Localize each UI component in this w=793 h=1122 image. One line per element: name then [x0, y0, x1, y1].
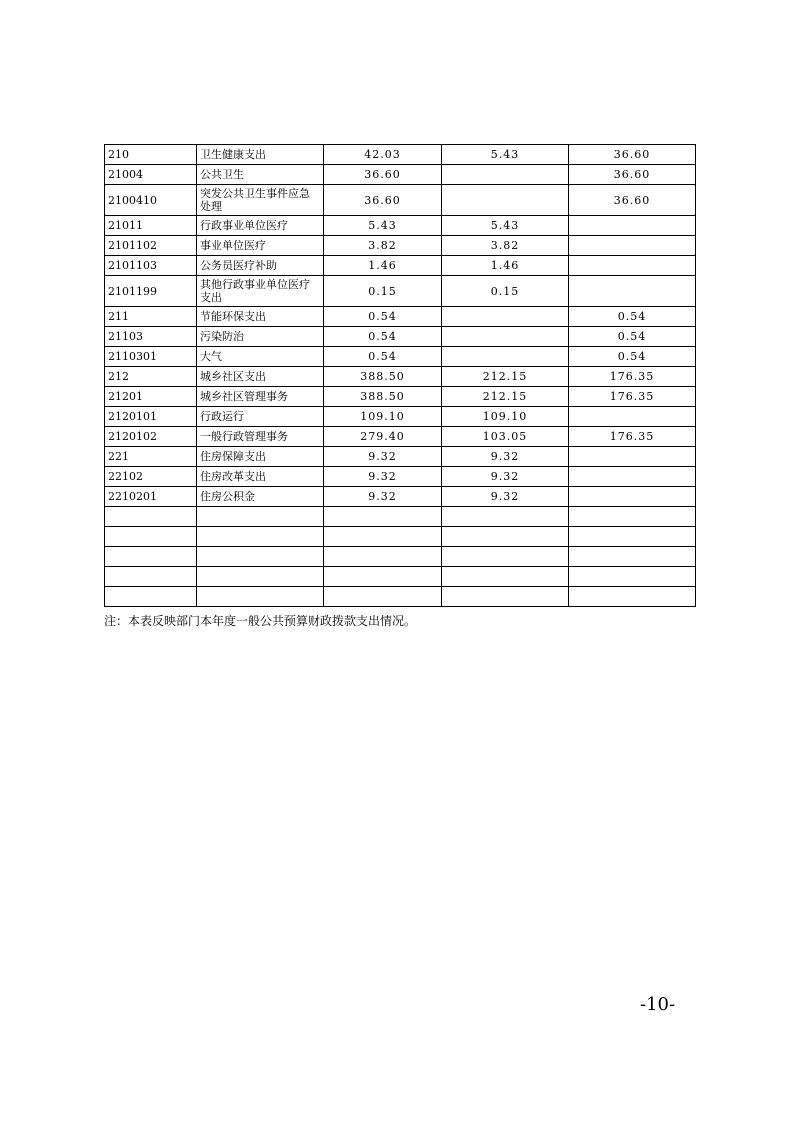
cell-name: 事业单位医疗	[197, 236, 324, 256]
cell-project: 176.35	[569, 387, 696, 407]
cell-basic	[442, 327, 569, 347]
cell-code	[105, 507, 197, 527]
cell-basic: 109.10	[442, 407, 569, 427]
cell-name: 行政运行	[197, 407, 324, 427]
table-row	[105, 367, 696, 387]
cell-code: 221	[105, 447, 197, 467]
table-row	[105, 427, 696, 447]
cell-total: 388.50	[324, 367, 442, 387]
cell-code: 212	[105, 367, 197, 387]
cell-basic: 5.43	[442, 216, 569, 236]
cell-name: 城乡社区支出	[197, 367, 324, 387]
cell-basic: 3.82	[442, 236, 569, 256]
table-row	[105, 145, 696, 165]
cell-total	[324, 567, 442, 587]
cell-code	[105, 567, 197, 587]
cell-project	[569, 567, 696, 587]
cell-code: 211	[105, 307, 197, 327]
table-row	[105, 307, 696, 327]
cell-total: 0.15	[324, 276, 442, 307]
cell-total: 42.03	[324, 145, 442, 165]
table-row	[105, 567, 696, 587]
cell-basic: 9.32	[442, 447, 569, 467]
cell-project	[569, 507, 696, 527]
cell-project: 0.54	[569, 307, 696, 327]
cell-name	[197, 547, 324, 567]
table-row	[105, 527, 696, 547]
cell-basic: 9.32	[442, 467, 569, 487]
cell-basic	[442, 587, 569, 607]
cell-total	[324, 547, 442, 567]
cell-project: 36.60	[569, 185, 696, 216]
cell-total: 36.60	[324, 165, 442, 185]
cell-code: 2110301	[105, 347, 197, 367]
cell-project: 0.54	[569, 327, 696, 347]
table-body	[105, 145, 696, 607]
cell-basic	[442, 567, 569, 587]
cell-total: 109.10	[324, 407, 442, 427]
cell-basic	[442, 527, 569, 547]
cell-total	[324, 587, 442, 607]
table-row	[105, 387, 696, 407]
table-row	[105, 165, 696, 185]
cell-name: 住房保障支出	[197, 447, 324, 467]
cell-total: 0.54	[324, 307, 442, 327]
cell-project	[569, 256, 696, 276]
cell-project	[569, 587, 696, 607]
cell-project: 176.35	[569, 367, 696, 387]
cell-project: 176.35	[569, 427, 696, 447]
cell-name: 其他行政事业单位医疗支出	[197, 276, 324, 307]
table-row	[105, 467, 696, 487]
cell-code: 2210201	[105, 487, 197, 507]
cell-code: 2101199	[105, 276, 197, 307]
cell-basic	[442, 165, 569, 185]
cell-name: 节能环保支出	[197, 307, 324, 327]
cell-total: 0.54	[324, 327, 442, 347]
cell-total: 36.60	[324, 185, 442, 216]
cell-name: 一般行政管理事务	[197, 427, 324, 447]
table-row	[105, 507, 696, 527]
cell-name: 大气	[197, 347, 324, 367]
cell-name	[197, 507, 324, 527]
cell-project	[569, 487, 696, 507]
cell-project	[569, 407, 696, 427]
cell-total	[324, 507, 442, 527]
cell-code: 2120101	[105, 407, 197, 427]
cell-total: 388.50	[324, 387, 442, 407]
cell-project: 36.60	[569, 165, 696, 185]
cell-project	[569, 447, 696, 467]
cell-basic: 5.43	[442, 145, 569, 165]
cell-basic: 103.05	[442, 427, 569, 447]
cell-name: 卫生健康支出	[197, 145, 324, 165]
table-row	[105, 407, 696, 427]
cell-name: 住房改革支出	[197, 467, 324, 487]
cell-basic	[442, 507, 569, 527]
cell-basic	[442, 547, 569, 567]
cell-code: 21201	[105, 387, 197, 407]
table-row	[105, 185, 696, 216]
cell-name	[197, 587, 324, 607]
cell-basic: 212.15	[442, 367, 569, 387]
cell-code	[105, 587, 197, 607]
cell-project	[569, 467, 696, 487]
cell-basic	[442, 307, 569, 327]
cell-name: 行政事业单位医疗	[197, 216, 324, 236]
cell-name: 城乡社区管理事务	[197, 387, 324, 407]
cell-code	[105, 547, 197, 567]
cell-name: 突发公共卫生事件应急处理	[197, 185, 324, 216]
cell-total: 5.43	[324, 216, 442, 236]
cell-project	[569, 216, 696, 236]
cell-total: 3.82	[324, 236, 442, 256]
cell-code: 2120102	[105, 427, 197, 447]
cell-basic: 9.32	[442, 487, 569, 507]
cell-code: 21011	[105, 216, 197, 236]
cell-project	[569, 276, 696, 307]
cell-name: 住房公积金	[197, 487, 324, 507]
cell-code: 21103	[105, 327, 197, 347]
cell-code	[105, 527, 197, 547]
cell-total: 0.54	[324, 347, 442, 367]
cell-total: 9.32	[324, 487, 442, 507]
table-row	[105, 487, 696, 507]
cell-total	[324, 527, 442, 547]
cell-total: 9.32	[324, 447, 442, 467]
expenditure-table	[104, 144, 696, 607]
cell-basic	[442, 347, 569, 367]
cell-project	[569, 236, 696, 256]
table-row	[105, 547, 696, 567]
table-row	[105, 347, 696, 367]
table-row	[105, 447, 696, 467]
table-note: 注：本表反映部门本年度一般公共预算财政拨款支出情况。	[104, 614, 417, 628]
cell-code: 2101102	[105, 236, 197, 256]
cell-total: 279.40	[324, 427, 442, 447]
table-row	[105, 276, 696, 307]
cell-total: 1.46	[324, 256, 442, 276]
table-row	[105, 236, 696, 256]
table-row	[105, 256, 696, 276]
cell-name	[197, 567, 324, 587]
cell-basic	[442, 185, 569, 216]
cell-total: 9.32	[324, 467, 442, 487]
table-row	[105, 587, 696, 607]
table-row	[105, 216, 696, 236]
cell-project: 0.54	[569, 347, 696, 367]
table-row	[105, 327, 696, 347]
cell-code: 2100410	[105, 185, 197, 216]
cell-name: 公务员医疗补助	[197, 256, 324, 276]
cell-basic: 0.15	[442, 276, 569, 307]
cell-code: 210	[105, 145, 197, 165]
page-number: -10-	[640, 994, 676, 1015]
cell-code: 2101103	[105, 256, 197, 276]
cell-code: 22102	[105, 467, 197, 487]
cell-name: 污染防治	[197, 327, 324, 347]
cell-project	[569, 547, 696, 567]
cell-code: 21004	[105, 165, 197, 185]
cell-name: 公共卫生	[197, 165, 324, 185]
cell-basic: 212.15	[442, 387, 569, 407]
cell-project: 36.60	[569, 145, 696, 165]
cell-project	[569, 527, 696, 547]
cell-basic: 1.46	[442, 256, 569, 276]
cell-name	[197, 527, 324, 547]
